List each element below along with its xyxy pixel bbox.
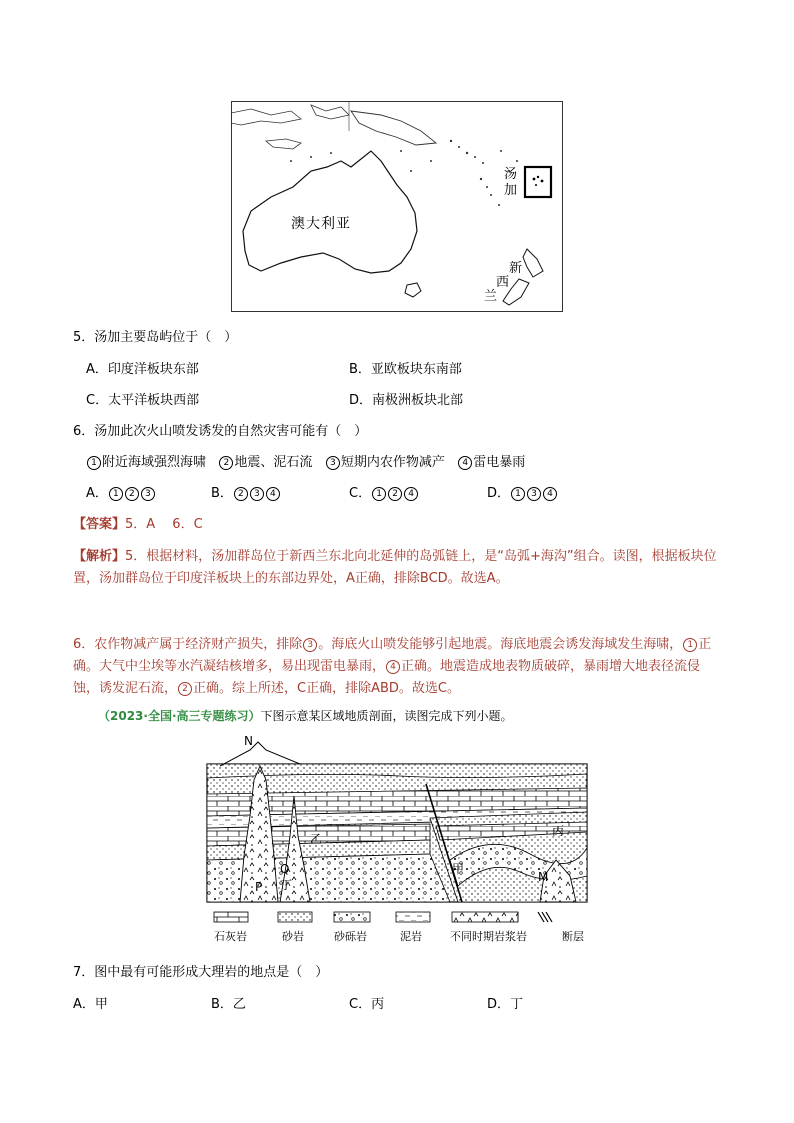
profile-label-jia: 甲: [452, 862, 465, 876]
q6-option-b-label: B．: [211, 486, 233, 501]
q6-option-c[interactable]: C． 1 2 4: [349, 485, 419, 503]
answer-tag: 【答案】: [73, 517, 126, 532]
legend-magmatic: 不同时期岩浆岩: [450, 930, 527, 943]
q6-item-4: 雷电暴雨: [473, 455, 526, 470]
analysis-p2-part-c: 正确。大气中尘埃等水汽凝结核增多，易出现雷电暴雨，: [73, 637, 712, 674]
q6-items: [86, 454, 525, 472]
q7-stem: 7．图中最有可能形成大理岩的地点是（ ）: [73, 965, 329, 980]
q6-option-d-label: D．: [487, 486, 511, 501]
q6-item-3: 短期内农作物减产: [340, 455, 445, 470]
map-label-nz-1: 新: [509, 261, 523, 276]
profile-label-bing: 丙: [552, 824, 565, 838]
analysis-p1: 5．根据材料，汤加群岛位于新西兰东北向北延伸的岛弧链上，是“岛弧+海沟”组合。读图，根据板块位置，汤加群岛位于印度洋板块上的东部边界处，A正确，排除BCD。故选A。: [73, 549, 717, 586]
analysis-p2-part-b: 。海底火山喷发能够引起地震。海底地震会诱发海域发生海啸，: [318, 637, 683, 652]
analysis-p2-part-a: 6．农作物减产属于经济财产损失，排除: [73, 637, 303, 652]
map-label-australia: 澳大利亚: [291, 216, 351, 232]
circled-2: 2: [219, 456, 233, 470]
legend-limestone: 石灰岩: [214, 930, 247, 943]
profile-label-N: N: [244, 734, 253, 748]
analysis-p2-part-d: 正确。地震造成地表物质破碎，暴雨增大地表径流侵蚀，诱发泥石流，: [73, 659, 701, 696]
profile-label-Q: Q: [280, 862, 290, 876]
intro-text: 下图示意某区域地质剖面，读图完成下列小题。: [260, 709, 513, 723]
analysis-paragraph-1: [73, 546, 723, 590]
q5-option-d[interactable]: D．南极洲板块北部: [349, 393, 464, 408]
q6-item-1: 附近海域强烈海啸: [102, 455, 207, 470]
map-label-nz-3: 兰: [484, 289, 498, 304]
analysis-tag: 【解析】: [73, 549, 126, 564]
profile-label-ding: 丁: [280, 878, 293, 892]
map-label-tonga-2: 加: [504, 183, 518, 198]
map-label-tonga-1: 汤: [504, 167, 518, 182]
profile-label-P: P: [255, 880, 263, 894]
q5-option-b[interactable]: B．亚欧板块东南部: [349, 362, 462, 377]
q6-option-b[interactable]: B． 2 3 4: [211, 485, 281, 503]
profile-label-M: M: [538, 870, 549, 884]
profile-label-yi: 乙: [310, 832, 323, 846]
q7-option-b[interactable]: B．乙: [211, 997, 246, 1012]
q7-option-c[interactable]: C．丙: [349, 997, 385, 1012]
geological-profile: [200, 736, 600, 946]
answer-text: 5．A 6．C: [125, 517, 203, 532]
legend-fault: 断层: [562, 930, 584, 943]
q6-option-a[interactable]: A． 1 2 3: [86, 485, 156, 503]
q7-option-d[interactable]: D．丁: [487, 997, 524, 1012]
intro-source: （2023·全国·高三专题练习）: [98, 709, 261, 723]
q5-stem: 5．汤加主要岛屿位于（ ）: [73, 330, 238, 345]
legend-sandstone: 砂岩: [282, 930, 304, 943]
q5-option-a[interactable]: A．印度洋板块东部: [86, 362, 199, 377]
q7-option-a[interactable]: A．甲: [73, 997, 108, 1012]
q6-option-c-label: C．: [349, 486, 372, 501]
analysis-p2-part-e: 正确。综上所述，C正确，排除ABD。故选C。: [193, 681, 460, 696]
circled-3: 3: [326, 456, 340, 470]
oceania-map: [231, 101, 563, 312]
intro-line: [98, 707, 513, 726]
q6-option-a-label: A．: [86, 486, 108, 501]
analysis-paragraph-2: 6．农作物减产属于经济财产损失，排除 3 。海底火山喷发能够引起地震。海底地震会诱发海域发生海啸， 1 正确。大气中尘埃等水汽凝结核增多，易出现雷电暴雨， 4 正确。地震造成地表物质破碎，暴雨增大地表径流侵蚀，诱发泥石流， 2 正确。综上所述，C正确，排除ABD。故选C。: [73, 637, 712, 696]
map-label-nz-2: 西: [496, 275, 510, 290]
q5-option-c[interactable]: C．太平洋板块西部: [86, 393, 200, 408]
circled-4: 4: [458, 456, 472, 470]
q6-stem: 6．汤加此次火山喷发诱发的自然灾害可能有（ ）: [73, 424, 368, 439]
q6-option-d[interactable]: D． 1 3 4: [487, 485, 558, 503]
q6-item-2: 地震、泥石流: [234, 455, 313, 470]
legend-conglomerate: 砂砾岩: [334, 930, 367, 943]
circled-1: 1: [87, 456, 101, 470]
answer-line: [73, 516, 203, 534]
legend-mudstone: 泥岩: [400, 930, 422, 943]
